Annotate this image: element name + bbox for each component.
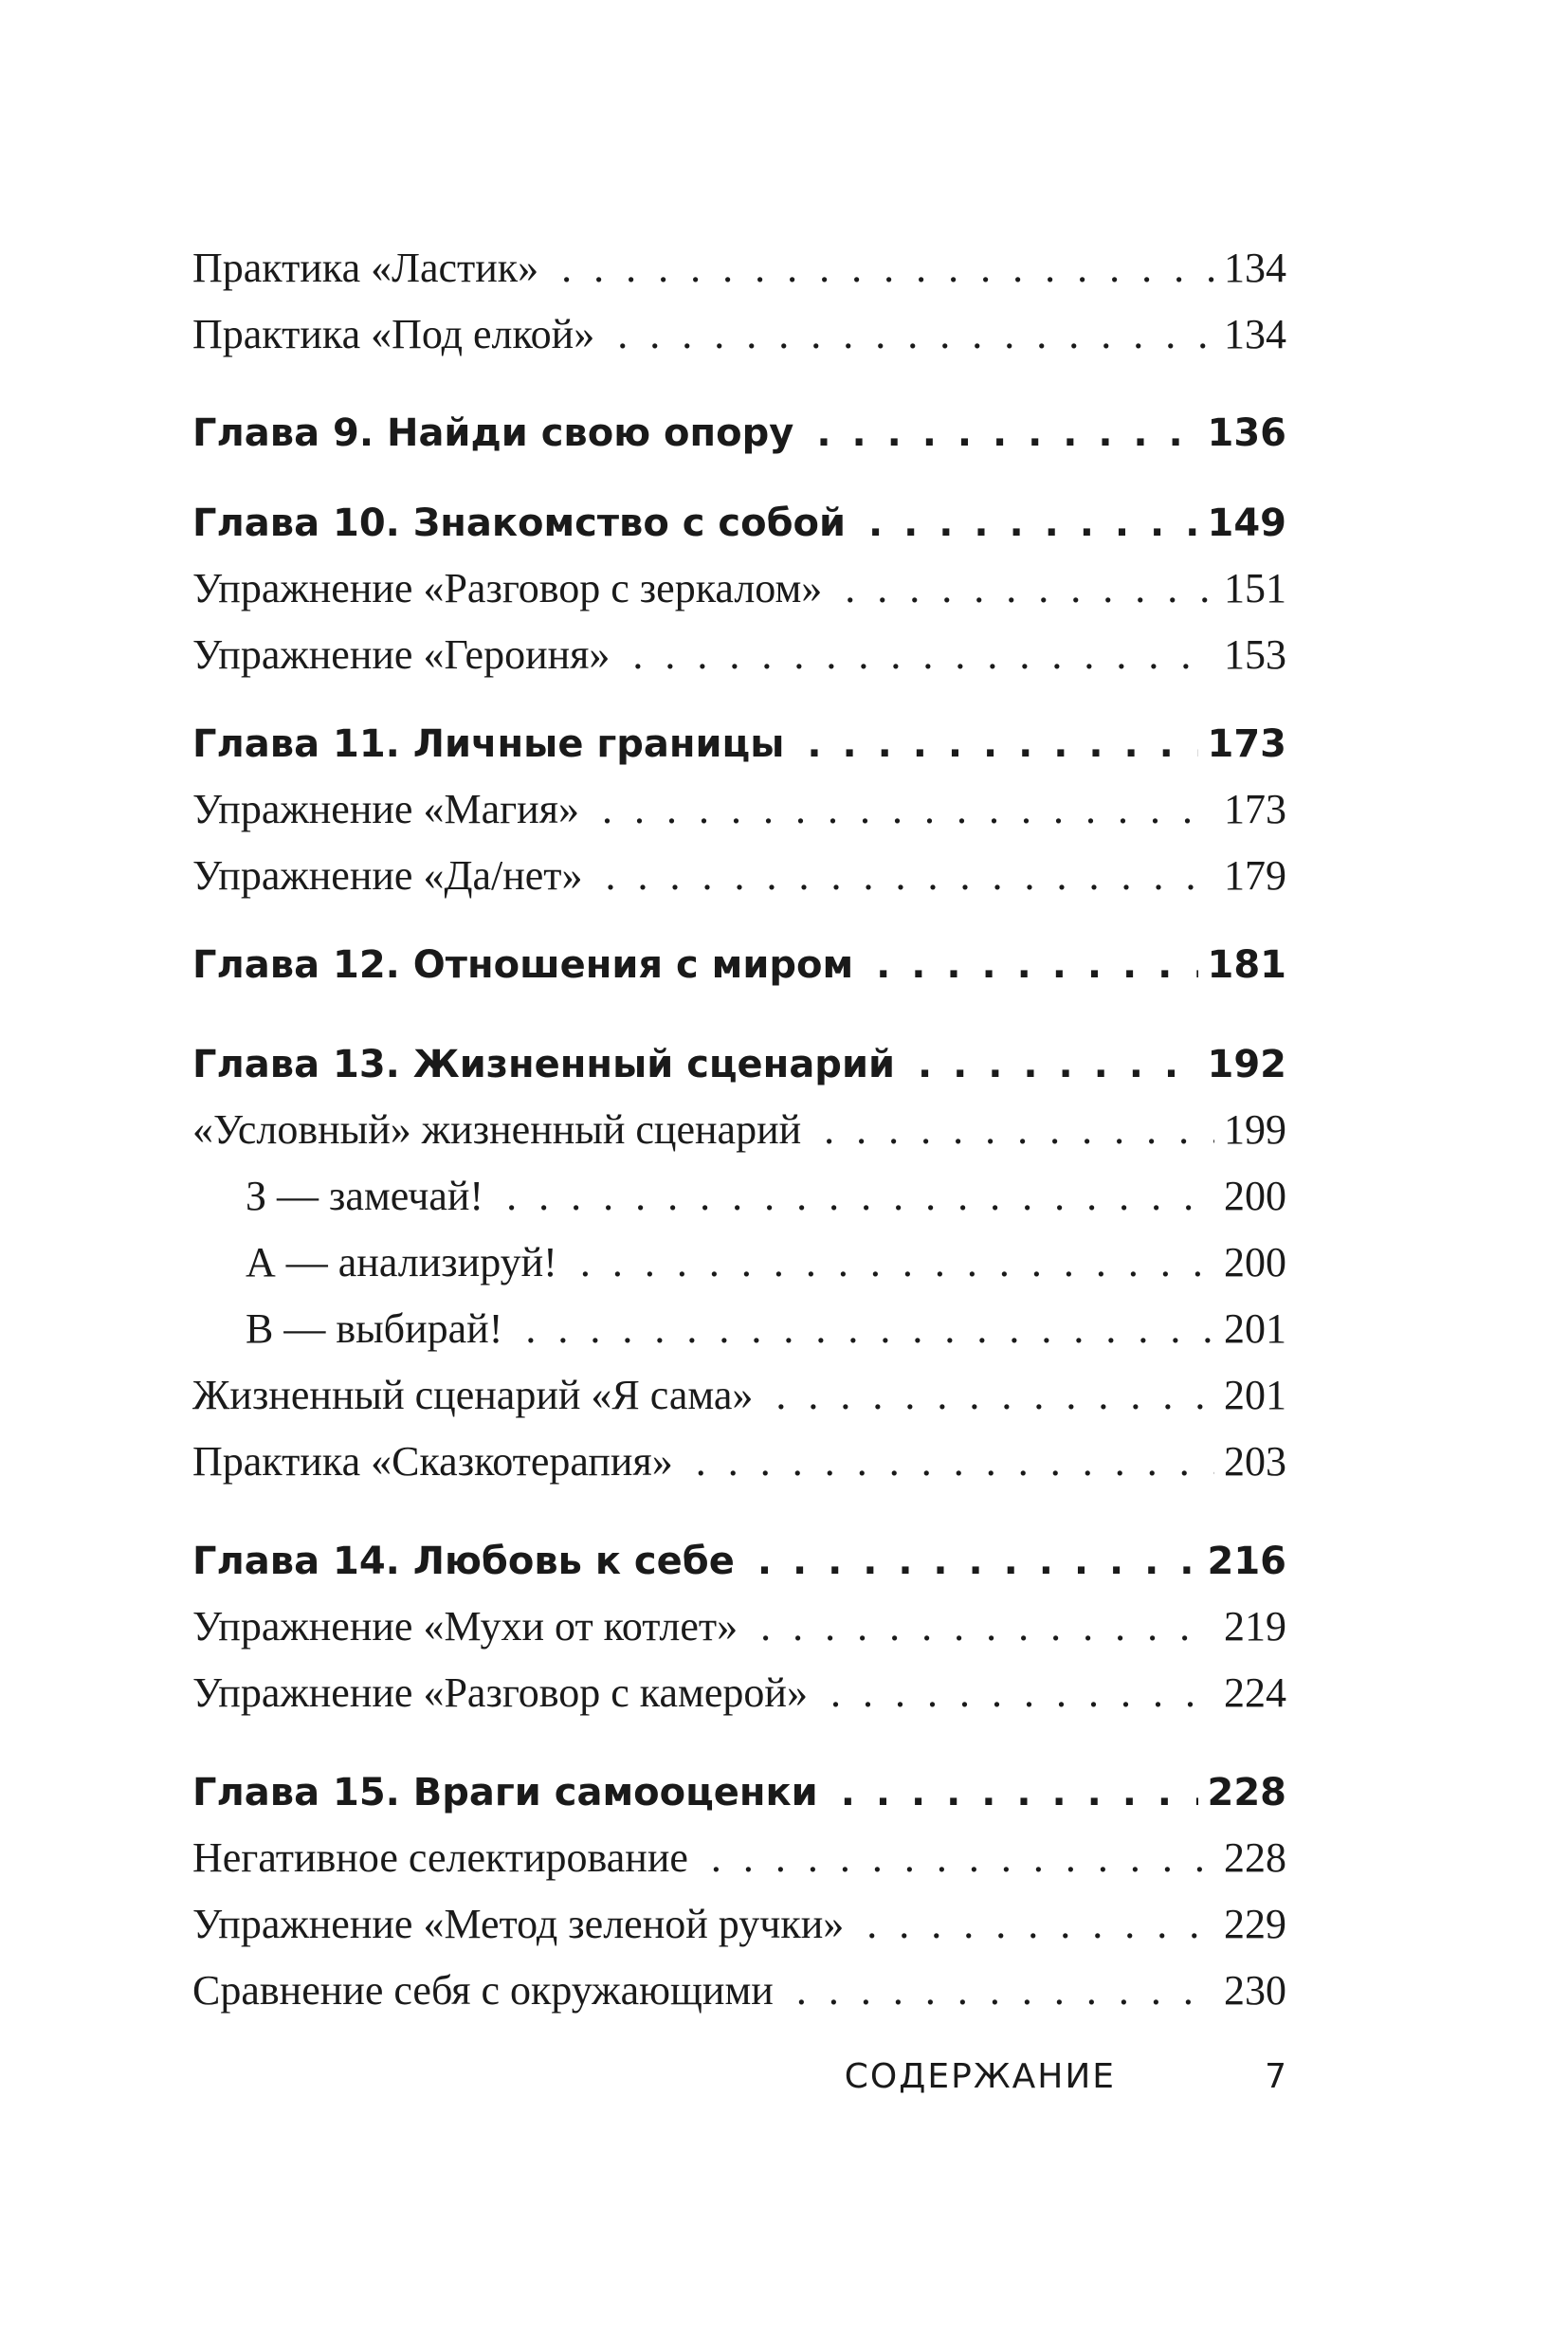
toc-subentry [246,1172,1286,1221]
page-footer [192,2052,1286,2102]
toc-chapter-page: 192 [1207,1043,1286,1086]
toc-entry-page: 201 [1224,1372,1286,1418]
dot-leader [807,720,1197,769]
toc-entry [192,1602,1286,1651]
toc-entry-title: Упражнение «Героиня» [192,631,611,678]
toc-chapter-page: 149 [1207,501,1286,545]
dot-leader [796,1966,1214,2015]
toc-entry-title: Практика «Ластик» [192,245,539,291]
dot-leader [866,1900,1214,1949]
toc-chapter [192,940,1286,990]
toc-entry-page: 228 [1224,1834,1286,1881]
toc-entry-page: 203 [1224,1438,1286,1485]
dot-leader [841,1768,1198,1817]
toc-subentry-page: 200 [1224,1239,1286,1285]
toc-entry [192,785,1286,834]
dot-leader [617,310,1214,359]
toc-chapter-title: Глава 15. Враги самооценки [192,1771,818,1814]
toc-entry-page: 219 [1224,1603,1286,1650]
toc-entry [192,1437,1286,1486]
dot-leader [760,1602,1214,1651]
dot-leader [561,244,1214,293]
toc-entry-page: 153 [1224,631,1286,678]
toc-entry [192,630,1286,680]
dot-leader [711,1833,1214,1883]
toc-entry [192,1668,1286,1718]
toc-entry-page: 134 [1224,245,1286,291]
toc-entry [192,1833,1286,1883]
toc-entry-page: 199 [1224,1106,1286,1153]
toc-chapter-title: Глава 9. Найди свою опору [192,411,794,455]
toc-entry-title: Упражнение «Метод зеленой ручки» [192,1901,845,1947]
toc-entry-page: 229 [1224,1901,1286,1947]
toc-entry-page: 134 [1224,311,1286,357]
dot-leader [876,940,1197,990]
dot-leader [816,409,1197,458]
toc-chapter-title: Глава 10. Знакомство с собой [192,501,847,545]
dot-leader [757,1537,1198,1586]
dot-leader [845,564,1214,613]
toc-chapter-page: 173 [1207,722,1286,766]
toc-chapter [192,720,1286,769]
dot-leader [830,1668,1214,1718]
toc-entry-title: Упражнение «Да/нет» [192,852,583,899]
toc-entry-title: Сравнение себя с окружающими [192,1967,774,2014]
toc-subentry-page: 200 [1224,1173,1286,1219]
toc-entry [192,1966,1286,2015]
toc-chapter-page: 181 [1207,943,1286,987]
toc-entry-title: Упражнение «Разговор с зеркалом» [192,565,823,611]
toc-entry [192,1900,1286,1949]
dot-leader [525,1304,1214,1354]
toc-entry-title: Упражнение «Разговор с камерой» [192,1669,808,1716]
toc-chapter [192,1040,1286,1089]
toc-chapter [192,1537,1286,1586]
dot-leader [580,1238,1214,1287]
toc-chapter-page: 228 [1207,1771,1286,1814]
toc-chapter-page: 136 [1207,411,1286,455]
toc-subentry [246,1238,1286,1287]
toc-chapter-title: Глава 12. Отношения с миром [192,943,854,987]
toc-entry-page: 230 [1224,1967,1286,2014]
toc-entry-page: 151 [1224,565,1286,611]
dot-leader [606,851,1214,901]
toc-chapter-title: Глава 13. Жизненный сценарий [192,1043,895,1086]
dot-leader [775,1371,1214,1420]
toc-subentry-title: А — анализируй! [246,1239,557,1285]
toc-chapter [192,1768,1286,1817]
toc-chapter [192,499,1286,548]
dot-leader [824,1105,1214,1155]
toc-entry-title: Практика «Под елкой» [192,311,595,357]
toc-entry-page: 179 [1224,852,1286,899]
toc-entry [192,1371,1286,1420]
toc-entry-title: Негативное селектирование [192,1834,688,1881]
dot-leader [918,1040,1198,1089]
toc-entry [192,1105,1286,1155]
toc-entry [192,851,1286,901]
page-number: 7 [1265,2057,1286,2096]
dot-leader [868,499,1197,548]
toc-entry [192,244,1286,293]
toc-entry-title: Упражнение «Мухи от котлет» [192,1603,738,1650]
toc-subentry-title: В — выбирай! [246,1305,503,1352]
toc-entry-page: 173 [1224,786,1286,832]
toc-entry [192,564,1286,613]
toc-subentry-title: З — замечай! [246,1173,484,1219]
toc-entry-title: «Условный» жизненный сценарий [192,1106,802,1153]
dot-leader [632,630,1214,680]
toc-subentry [246,1304,1286,1354]
toc-entry [192,310,1286,359]
running-title: СОДЕРЖАНИЕ [844,2057,1116,2096]
dot-leader [506,1172,1214,1221]
toc-entry-page: 224 [1224,1669,1286,1716]
dot-leader [696,1437,1214,1486]
toc-chapter-title: Глава 11. Личные границы [192,722,785,766]
dot-leader [602,785,1214,834]
toc-entry-title: Упражнение «Магия» [192,786,579,832]
toc-entry-title: Практика «Сказкотерапия» [192,1438,673,1485]
toc-chapter-title: Глава 14. Любовь к себе [192,1540,735,1583]
toc-chapter [192,409,1286,458]
toc-subentry-page: 201 [1224,1305,1286,1352]
toc-chapter-page: 216 [1207,1540,1286,1583]
toc-entry-title: Жизненный сценарий «Я сама» [192,1372,754,1418]
